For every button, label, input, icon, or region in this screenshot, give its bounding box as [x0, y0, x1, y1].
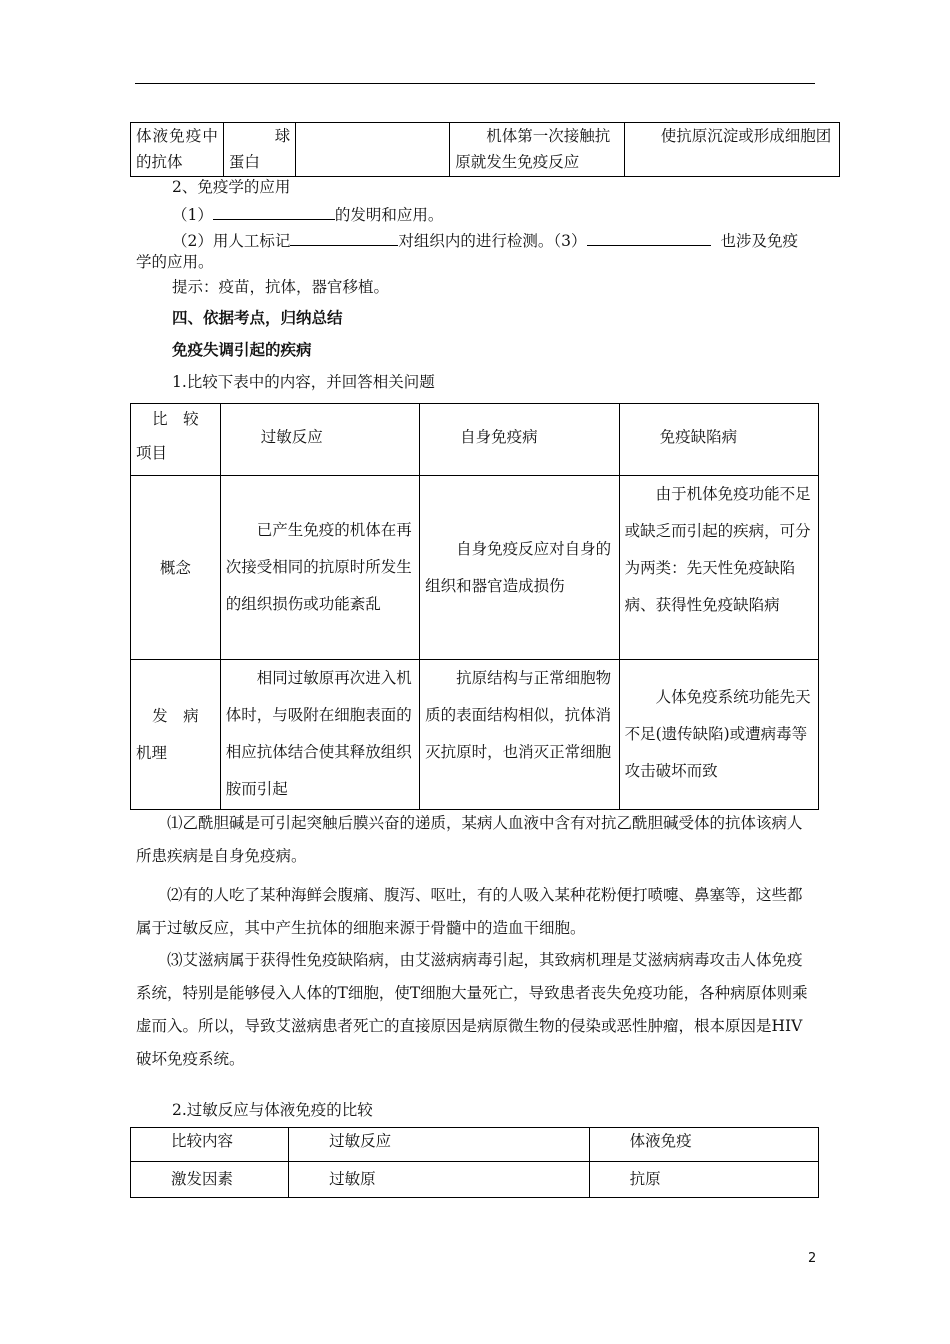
table-cell: 已产生免疫的机体在再次接受相同的抗原时所发生的组织损伤或功能紊乱 — [220, 476, 419, 660]
header-text: 比 较 — [152, 410, 199, 428]
text: 的发明和应用。 — [334, 206, 444, 224]
text: 也涉及免疫 — [720, 232, 799, 250]
row-label: 概念 — [131, 476, 221, 660]
blank-field[interactable] — [290, 227, 398, 246]
top-table-cell: 使抗原沉淀或形成细胞团 — [624, 123, 839, 177]
text: （2）用人工标记 — [172, 232, 291, 250]
table-cell: 比较内容 — [131, 1128, 289, 1162]
question-1: 1.比较下表中的内容，并回答相关问题 — [172, 373, 435, 391]
top-table-cell — [223, 123, 295, 177]
question-2: 2.过敏反应与体液免疫的比较 — [172, 1101, 373, 1119]
row-label-text: 机理 — [136, 743, 168, 762]
top-table — [130, 122, 840, 177]
section-title: 2、免疫学的应用 — [172, 178, 291, 196]
table-cell: 由于机体免疫功能不足或缺乏而引起的疾病，可分为两类：先天性免疫缺陷病、获得性免疫缺陷病 — [619, 476, 818, 660]
header-text: 项目 — [136, 444, 168, 462]
table-cell: 激发因素 — [131, 1162, 289, 1198]
header-cell: 自身免疫病 — [420, 404, 619, 476]
fill-line — [172, 227, 798, 252]
section-subheading: 免疫失调引起的疾病 — [172, 340, 312, 359]
table-cell: 体液免疫 — [589, 1128, 818, 1162]
text: （1） — [172, 206, 213, 224]
header-cell: 过敏反应 — [220, 404, 419, 476]
hint-line: 提示：疫苗，抗体，器官移植。 — [172, 278, 390, 296]
page-number: 2 — [808, 1251, 817, 1266]
comparison-table — [130, 403, 819, 810]
section-heading: 四、依据考点，归纳总结 — [172, 308, 343, 327]
header-rule — [135, 83, 815, 84]
answer-paragraph: ⑶艾滋病属于获得性免疫缺陷病，由艾滋病病毒引起，其致病机理是艾滋病病毒攻击人体免疫系统，特别是能够侵入人体的T细胞，使T细胞大量死亡，导致患者丧失免疫功能，各种病原体则乘虚而入。所以，导致艾滋病患者死亡的直接原因是病原微生物的侵染或恶性肿瘤，根本原因是HIV破坏免疫系统。 — [136, 951, 808, 1068]
answer-paragraph: ⑴乙酰胆碱是可引起突触后膜兴奋的递质，某病人血液中含有对抗乙酰胆碱受体的抗体该病人所患疾病是自身免疫病。 — [136, 814, 803, 865]
fill-line — [172, 201, 443, 226]
header-cell — [131, 404, 221, 476]
top-table-cell: 体液免疫中的抗体 — [131, 123, 224, 177]
table-cell: 抗原 — [589, 1162, 818, 1198]
row-label — [131, 660, 221, 810]
top-table-cell: 机体第一次接触抗原就发生免疫反应 — [450, 123, 624, 177]
table-cell: 抗原结构与正常细胞物质的表面结构相似，抗体消灭抗原时，也消灭正常细胞 — [420, 660, 619, 810]
top-table-cell — [296, 123, 450, 177]
text-line: 学的应用。 — [136, 253, 214, 271]
row-label-text: 发 病 — [152, 706, 199, 725]
table-cell: 过敏原 — [289, 1162, 590, 1198]
bottom-table — [130, 1127, 819, 1198]
table-cell: 人体免疫系统功能先天不足(遗传缺陷)或遭病毒等攻击破坏而致 — [619, 660, 818, 810]
table-cell: 过敏反应 — [289, 1128, 590, 1162]
text: 对组织内的进行检测。（3） — [398, 232, 587, 250]
header-cell: 免疫缺陷病 — [619, 404, 818, 476]
answer-paragraph: ⑵有的人吃了某种海鲜会腹痛、腹泻、呕吐，有的人吸入某种花粉便打喷嚏、鼻塞等，这些都属于过敏反应，其中产生抗体的细胞来源于骨髓中的造血干细胞。 — [136, 886, 803, 937]
blank-field[interactable] — [587, 227, 711, 246]
blank-field[interactable] — [213, 201, 335, 220]
top-cell-text: 球 — [274, 127, 291, 145]
table-cell: 相同过敏原再次进入机体时，与吸附在细胞表面的相应抗体结合使其释放组织胺而引起 — [220, 660, 419, 810]
top-cell-text: 蛋白 — [228, 153, 260, 171]
table-cell: 自身免疫反应对自身的组织和器官造成损伤 — [420, 476, 619, 660]
